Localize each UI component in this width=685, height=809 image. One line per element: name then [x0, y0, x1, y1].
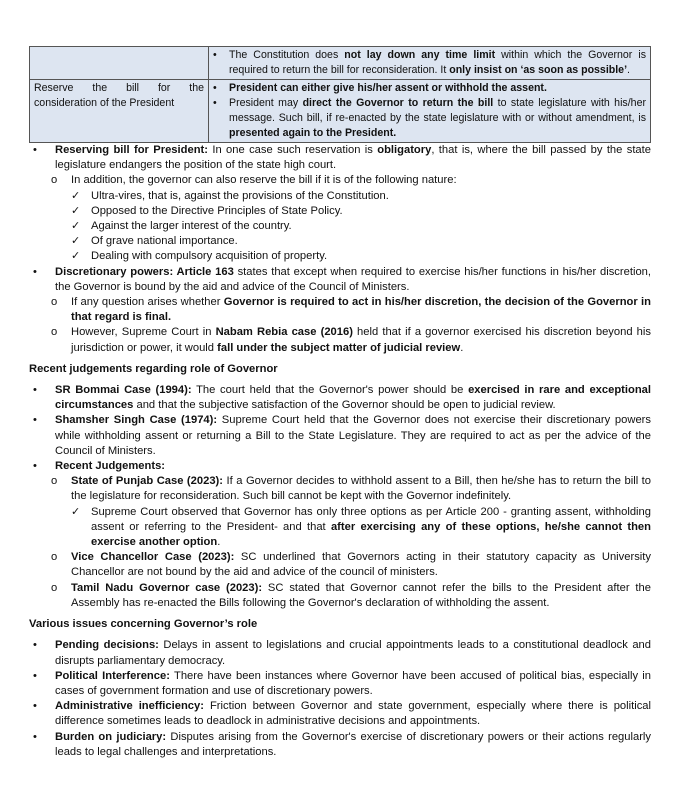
list-item: • Reserving bill for President: In one case such reservation is obligatory, that is, where the bill passed by the state legislature endangers the position of the state high court. — [29, 143, 651, 173]
section-heading: Recent judgements regarding role of Governor — [29, 362, 278, 375]
section-heading: Various issues concerning Governor’s role — [29, 618, 258, 631]
list-item: o However, Supreme Court in Nabam Rebia case (2016) held that if a governor exercised his discretion beyond his jurisdiction or power, it would fall under the subject matter of judicial review. — [29, 325, 651, 355]
circle-bullet-icon: o — [51, 326, 58, 339]
document-body — [29, 143, 651, 760]
list-item: • Political Interference: There have been instances where Governor have been accused of political bias, especially in cases of government formation and use of discretionary powers. — [29, 669, 651, 699]
bullet-icon: • — [213, 97, 217, 109]
table-row — [30, 47, 651, 80]
circle-bullet-icon: o — [51, 475, 58, 488]
list-item: • Administrative inefficiency: Friction between Governor and state government, especially where there is political difference sometimes leads to deadlock in administrative decisions and appointments. — [29, 699, 651, 729]
list-item: • Discretionary powers: Article 163 states that except when required to exercise his/her functions in his/her discretion, the Governor is bound by the aid and advice of the Council of Ministers. — [29, 265, 651, 295]
circle-bullet-icon: o — [51, 296, 58, 309]
bullet-icon: • — [33, 384, 37, 397]
list-item: ✓ Against the larger interest of the country. — [29, 219, 651, 234]
list-item: • President can either give his/her assent or withhold the assent. — [213, 82, 547, 94]
list-item: o In addition, the governor can also reserve the bill if it is of the following nature: — [29, 173, 651, 188]
list-item: • President may direct the Governor to return the bill to state legislature with his/her message. Such bill, if re-enacted by the state legislature with or without amendment, is presented again to the President. — [213, 97, 646, 139]
circle-bullet-icon: o — [51, 174, 58, 187]
check-icon: ✓ — [71, 235, 81, 248]
table-cell — [209, 80, 651, 143]
list-item: ✓ Dealing with compulsory acquisition of property. — [29, 249, 651, 264]
table-cell — [209, 47, 651, 80]
circle-bullet-icon: o — [51, 581, 58, 594]
list-item: ✓ Of grave national importance. — [29, 234, 651, 249]
list-item: • SR Bommai Case (1994): The court held that the Governor's power should be exercised in rare and exceptional circumstances and that the subjective satisfaction of the Governor should be open to judicial review. — [29, 383, 651, 413]
bullet-icon: • — [213, 82, 217, 94]
bullet-icon: • — [213, 49, 217, 61]
list-item: • Pending decisions: Delays in assent to legislations and crucial appointments leads to a constitutional deadlock and disrupts parliamentary democracy. — [29, 638, 651, 668]
list-item: • Recent Judgements: — [29, 459, 651, 474]
bullet-icon: • — [33, 730, 37, 743]
bullet-icon: • — [33, 669, 37, 682]
circle-bullet-icon: o — [51, 551, 58, 564]
table-row — [30, 80, 651, 143]
check-icon: ✓ — [71, 189, 81, 202]
bullet-icon: • — [33, 265, 37, 278]
check-icon: ✓ — [71, 505, 81, 518]
list-item: • Shamsher Singh Case (1974): Supreme Court held that the Governor does not exercise their discretionary powers while withholding assent or returning a Bill to the State Legislature. They are required to act as per the advice of the Council of Ministers. — [29, 413, 651, 459]
list-item: • Burden on judiciary: Disputes arising from the Governor's exercise of discretionary powers or their actions regularly leads to legal challenges and interpretations. — [29, 730, 651, 760]
check-icon: ✓ — [71, 204, 81, 217]
list-item: o Tamil Nadu Governor case (2023): SC stated that Governor cannot refer the bills to the President after the Assembly has re-enacted the Bills following the Governor's declaration of withholding the assent. — [29, 581, 651, 611]
list-item: o If any question arises whether Governor is required to act in his/her discretion, the decision of the Governor in that regard is final. — [29, 295, 651, 325]
table-cell: Reserve the bill for the consideration of the President — [30, 80, 209, 143]
list-item: o State of Punjab Case (2023): If a Governor decides to withhold assent to a Bill, then he/she has to return the bill to the legislature for reconsideration. Such bill cannot be kept with the Governor indefinitely. — [29, 474, 651, 504]
table-cell — [30, 47, 209, 80]
bullet-icon: • — [33, 639, 37, 652]
check-icon: ✓ — [71, 250, 81, 263]
bullet-icon: • — [33, 144, 37, 156]
bullet-icon: • — [33, 700, 37, 713]
list-item: ✓ Supreme Court observed that Governor has only three options as per Article 200 - granting assent, withholding assent or referring to the President- and that after exercising any of these options, he/she cannot then exercise another option. — [29, 505, 651, 551]
list-item: ✓ Opposed to the Directive Principles of State Policy. — [29, 204, 651, 219]
bullet-icon: • — [33, 460, 37, 473]
list-item: • The Constitution does not lay down any time limit within which the Governor is required to return the bill for reconsideration. It only insist on ‘as soon as possible’. — [213, 49, 646, 76]
list-item: o Vice Chancellor Case (2023): SC underlined that Governors acting in their statutory capacity as University Chancellor are not bound by the aid and advice of the council of ministers. — [29, 550, 651, 580]
list-item: ✓ Ultra-vires, that is, against the provisions of the Constitution. — [29, 189, 651, 204]
check-icon: ✓ — [71, 220, 81, 233]
comparison-table — [29, 46, 651, 143]
bullet-icon: • — [33, 414, 37, 427]
